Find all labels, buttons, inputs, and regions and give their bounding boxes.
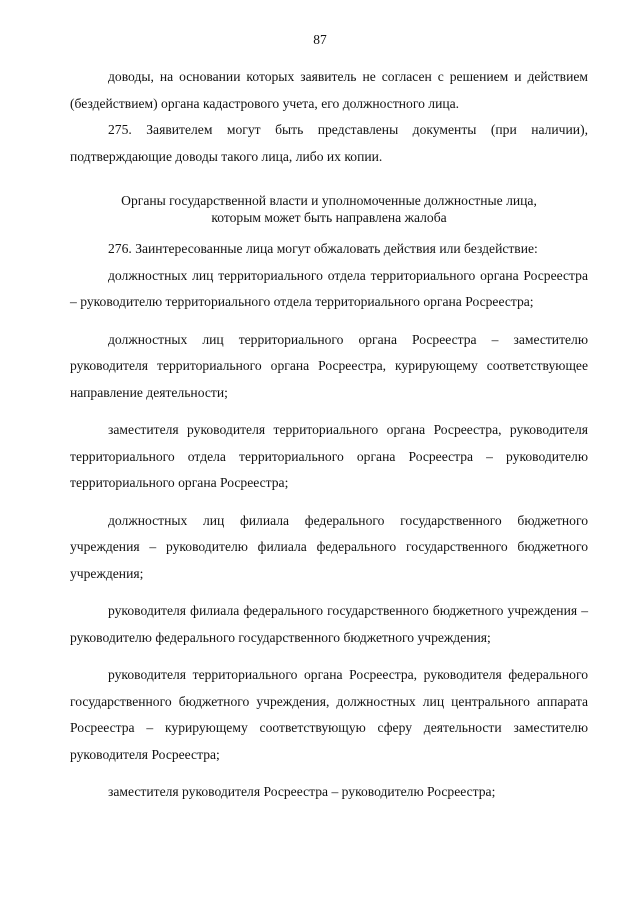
section-heading-line-2: которым может быть направлена жалоба [211, 210, 447, 225]
list-item: руководителя территориального органа Росреестра, руководителя федерального государственного бюджетного учреждения, должностных лиц центрального аппарата Росреестра – курирующему соответствующую сферу деятельности заместителю руководителя Росреестра; [70, 667, 588, 762]
list-item: руководителя филиала федерального государственного бюджетного учреждения – руководителю федерального государственного бюджетного учреждения; [70, 603, 588, 645]
document-body [70, 64, 588, 806]
list-item: заместителя руководителя Росреестра – руководителю Росреестра; [108, 784, 496, 799]
paragraph-continuation: доводы, на основании которых заявитель не согласен с решением и действием (бездействием) органа кадастрового учета, его должностного лица. [70, 69, 588, 111]
paragraph-275: 275. Заявителем могут быть представлены документы (при наличии), подтверждающие доводы такого лица, либо их копии. [70, 122, 588, 164]
section-heading-line-1: Органы государственной власти и уполномоченные должностные лица, [121, 193, 537, 208]
page-number: 87 [313, 32, 327, 47]
list-item: должностных лиц филиала федерального государственного бюджетного учреждения – руководителю филиала федерального государственного бюджетного учреждения; [70, 512, 588, 581]
list-item: должностных лиц территориального отдела территориального органа Росреестра – руководителю территориального отдела территориального органа Росреестра; [70, 267, 588, 309]
list-item: заместителя руководителя территориального органа Росреестра, руководителя территориального отдела территориального органа Росреестра – руководителю территориального органа Росреестра; [70, 422, 588, 490]
list-item: должностных лиц территориального органа Росреестра – заместителю руководителя территориального органа Росреестра, курирующему соответствующее направление деятельности; [70, 331, 588, 400]
section-heading [70, 192, 588, 226]
paragraph-276: 276. Заинтересованные лица могут обжаловать действия или бездействие: [108, 241, 538, 256]
